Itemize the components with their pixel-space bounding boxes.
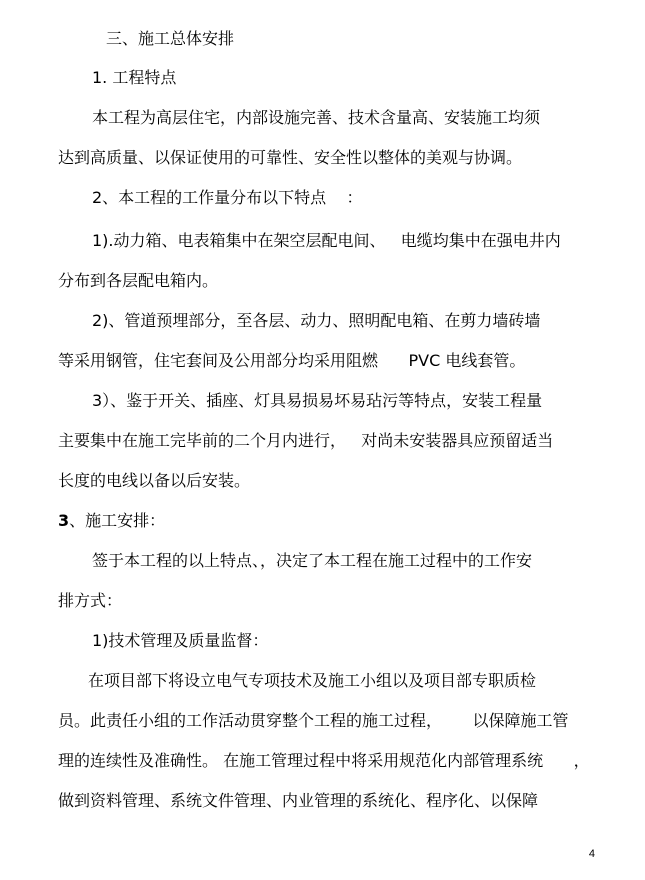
paragraph-line: 理的连续性及准确性。 在施工管理过程中将采用规范化内部管理系统 ， — [58, 751, 590, 770]
paragraph-line: 主要集中在施工完毕前的二个月内进行， 对尚未安装器具应预留适当 — [58, 431, 554, 450]
paragraph-line: 排方式： — [58, 591, 123, 610]
paragraph-line: 签于本工程的以上特点、，决定了本工程在施工过程中的工作安 — [92, 551, 533, 570]
paragraph-line: 在项目部下将设立电气专项技术及施工小组以及项目部专职质检 — [88, 671, 537, 690]
paragraph-line: 长度的电线以备以后安装。 — [58, 471, 251, 490]
paragraph-line: 3）、鉴于开关、插座、灯具易损易坏易玷污等特点，安装工程量 — [92, 391, 543, 410]
paragraph-line: 1).动力箱、电表箱集中在架空层配电间、 电缆均集中在强电井内 — [92, 231, 561, 250]
paragraph-line: 做到资料管理、系统文件管理、内业管理的系统化、程序化、以保障 — [58, 791, 539, 810]
paragraph-line: 分布到各层配电箱内。 — [58, 271, 219, 290]
paragraph-line: 本工程为高层住宅，内部设施完善、技术含量高、安装施工均须 — [92, 108, 541, 127]
sub-item-heading: 1)技术管理及质量监督： — [92, 631, 269, 650]
paragraph-line: 2)、管道预埋部分，至各层、动力、照明配电箱、在剪力墙砖墙 — [92, 311, 541, 330]
subsection-heading-3-text: 、施工安排： — [69, 511, 166, 530]
paragraph-line: 等采用钢管，住宅套间及公用部分均采用阻燃 PVC 电线套管。 — [58, 351, 526, 370]
subsection-heading-2: 2、本工程的工作量分布以下特点 ： — [92, 188, 363, 207]
subsection-heading-3-number: 3 — [58, 511, 70, 530]
subsection-heading-1: 1. 工程特点 — [92, 68, 177, 87]
paragraph-line: 员。此责任小组的工作活动贯穿整个工程的施工过程， 以保障施工管 — [58, 711, 569, 730]
subsection-heading-3 — [58, 511, 165, 531]
page-number: 4 — [588, 848, 595, 860]
section-heading: 三、施工总体安排 — [106, 29, 235, 48]
paragraph-line: 达到高质量、以保证使用的可靠性、安全性以整体的美观与协调。 — [58, 148, 523, 167]
